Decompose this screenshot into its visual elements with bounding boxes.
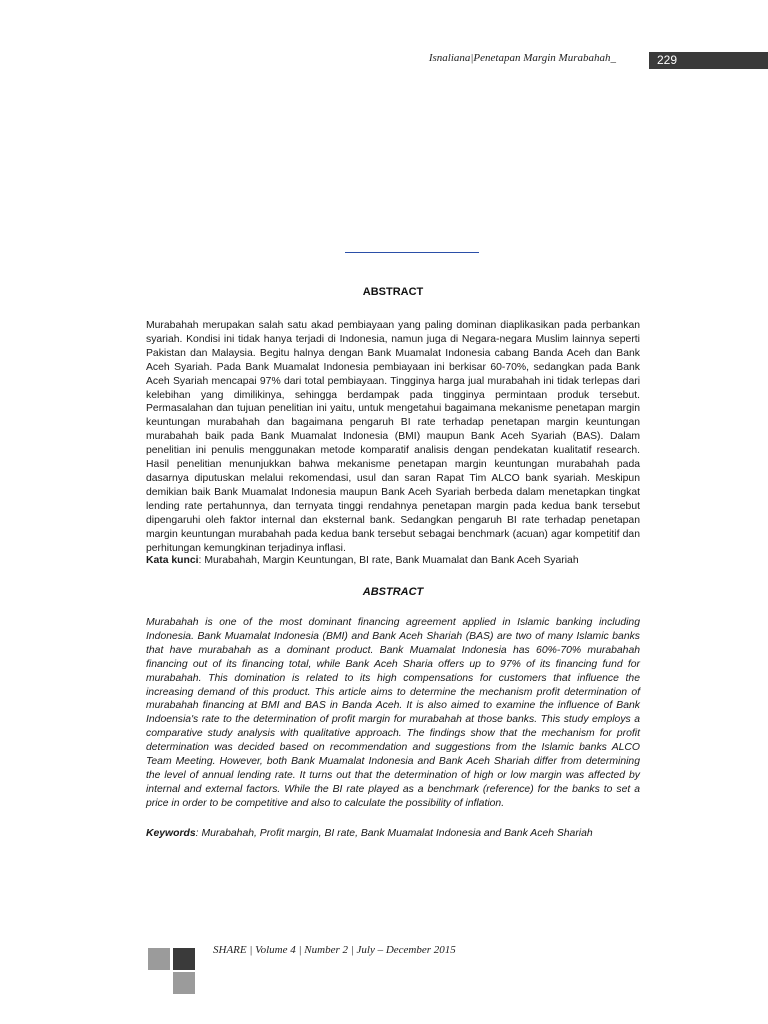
- decorative-square: [173, 972, 195, 994]
- abstract-body-english: Murabahah is one of the most dominant financing agreement applied in Islamic banking including Indonesia. Bank Muamalat Indonesia (BMI) and Bank Aceh Shariah (BAS) are two of many Islamic banks that have murabahah as a dominant product. Bank Muamalat Indonesia has 60%-70% murabahah financing out of its financing total, while Bank Aceh Sharia offers up to 97% of its financing fund for murabahah. This domination is related to its high compensations for customers that influence the increasing demand of this product. This article aims to determine the mechanism profit determination of murabahah financing at BMI and BAS in Banda Aceh. It is also aimed to examine the influence of Bank Indoensia's rate to the determination of profit margin for murabahah at those banks. This study employs a comparative study analysis with qualitative approach. The findings show that the mechanism for profit determination was decided based on recommendation and suggestions from the Islamic banks ALCO Team Meeting. However, both Bank Muamalat Indonesia and Bank Aceh Shariah differ from determining the level of annual lending rate. It turns out that the determination of high or low margin was affected by internal and external factors. While the BI rate played as a benchmark (reference) for the banks to set a price in order to be competitive and also to calculate the possibility of inflation.: [146, 617, 640, 809]
- keywords-english: [146, 827, 640, 841]
- decorative-square: [148, 948, 170, 970]
- abstract-heading-english: ABSTRACT: [362, 586, 424, 598]
- abstract-heading-indonesian: ABSTRACT: [362, 286, 424, 298]
- keywords-indonesian: [146, 554, 640, 568]
- decorative-square: [173, 948, 195, 970]
- footer-journal-info: SHARE | Volume 4 | Number 2 | July – December 2015: [213, 944, 456, 956]
- running-header: Isnaliana|Penetapan Margin Murabahah_: [428, 52, 616, 64]
- abstract-body-indonesian: Murabahah merupakan salah satu akad pembiayaan yang paling dominan diaplikasikan pada perbankan syariah. Kondisi ini tidak hanya terjadi di Indonesia, namun juga di Negara-negara Muslim lainnya seperti Pakistan dan Malaysia. Begitu halnya dengan Bank Muamalat Indonesia cabang Banda Aceh dan Bank Aceh Syariah. Pada Bank Muamalat Indonesia pembiayaan ini berkisar 60-70%, sedangkan pada Bank Aceh Syariah mencapai 97% dari total pembiayaan. Tingginya harga jual murabahah ini tidak terlepas dari kelebihan yang dimilikinya, sehingga berdampak pada tingginya permintaan produk tersebut. Permasalahan dan tujuan penelitian ini yaitu, untuk mengetahui bagaimana mekanisme penetapan margin keuntungan murabahah dan bagaimana pengaruh BI rate terhadap penetapan margin keuntungan murabahah baik pada Bank Muamalat Indonesia (BMI) maupun Bank Aceh Syariah (BAS). Dalam penelitian ini penulis menggunakan metode komparatif analisis dengan pendekatan kualitatif research. Hasil penelitian menunjukkan bahwa mekanisme penetapan margin keuntungan murabahah pada dasarnya diputuskan melalui rekomendasi, usul dan saran Rapat Tim ALCO bank syariah. Meskipun demikian baik Bank Muamalat Indonesia maupun Bank Aceh Syariah berbeda dalam menetapkan tingkat lending rate pertahunnya, dan ternyata tinggi rendahnya penetapan margin pada kedua bank tersebut dipengaruhi oleh faktor internal dan eksternal bank. Sedangkan pengaruh BI rate terhadap penetapan margin keuntungan murabahah pada kedua bank tersebut sebagai benchmark (acuan) agar kompetitif dan perhitungan kemungkinan terjadinya inflasi.: [146, 320, 640, 554]
- keywords-text: : Murabahah, Profit margin, BI rate, Bank Muamalat Indonesia and Bank Aceh Shariah: [195, 828, 593, 839]
- separator-line: [345, 252, 479, 253]
- keywords-label: Kata kunci: [146, 555, 199, 566]
- page-number-box: 229: [649, 52, 768, 69]
- keywords-text: : Murabahah, Margin Keuntungan, BI rate, Bank Muamalat dan Bank Aceh Syariah: [198, 555, 579, 566]
- keywords-label: Keywords: [146, 828, 196, 839]
